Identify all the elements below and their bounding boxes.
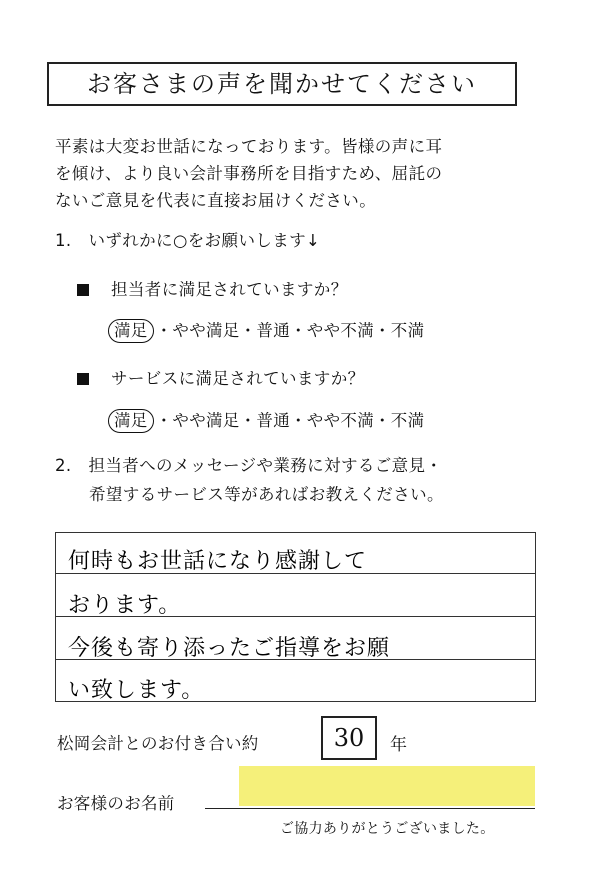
section1-heading: 1. いずれかに○をお願いします↓ <box>55 231 321 250</box>
handwritten-comment-line: 今後も寄り添ったご指導をお願 <box>68 636 391 661</box>
question-label: 担当者に満足されていますか？ <box>111 280 348 299</box>
handwritten-comment-line: おります。 <box>68 593 182 618</box>
selected-option[interactable]: 満足 <box>108 409 154 433</box>
section2-heading-line2: 希望するサービス等があればお教えください。 <box>89 485 444 504</box>
name-redaction-highlight <box>239 766 535 806</box>
intro-line: ないご意見を代表に直接お届けください。 <box>55 191 377 210</box>
square-bullet-icon <box>77 284 89 296</box>
comment-box[interactable] <box>55 532 536 702</box>
question-label: サービスに満足されていますか？ <box>111 369 365 388</box>
years-value-field[interactable]: 30 <box>321 716 377 760</box>
question-service <box>77 368 365 390</box>
section2-heading: 2. 担当者へのメッセージや業務に対するご意見・ <box>55 456 443 475</box>
handwritten-comment-line: 何時もお世話になり感謝して <box>68 549 368 574</box>
question-staff <box>77 279 348 301</box>
thanks-text: ご協力ありがとうございました。 <box>280 821 495 837</box>
square-bullet-icon <box>77 373 89 385</box>
page-title: お客さまの声を聞かせてください <box>47 62 517 106</box>
other-options: ・やや満足・普通・やや不満・不満 <box>155 321 425 340</box>
handwritten-comment-line: い致します。 <box>68 678 205 703</box>
other-options: ・やや満足・普通・やや不満・不満 <box>155 411 425 430</box>
name-field[interactable] <box>205 808 535 809</box>
years-label: 松岡会計とのお付き合い約 <box>57 734 259 753</box>
rating-options-service <box>108 408 424 434</box>
intro-line: 平素は大変お世話になっております。皆様の声に耳 <box>55 137 443 156</box>
name-label: お客様のお名前 <box>57 794 175 813</box>
intro-text <box>55 133 535 214</box>
rating-options-staff <box>108 318 424 344</box>
selected-option[interactable]: 満足 <box>108 319 154 343</box>
years-unit: 年 <box>390 735 407 755</box>
intro-line: を傾け、より良い会計事務所を目指すため、屈託の <box>55 164 443 183</box>
